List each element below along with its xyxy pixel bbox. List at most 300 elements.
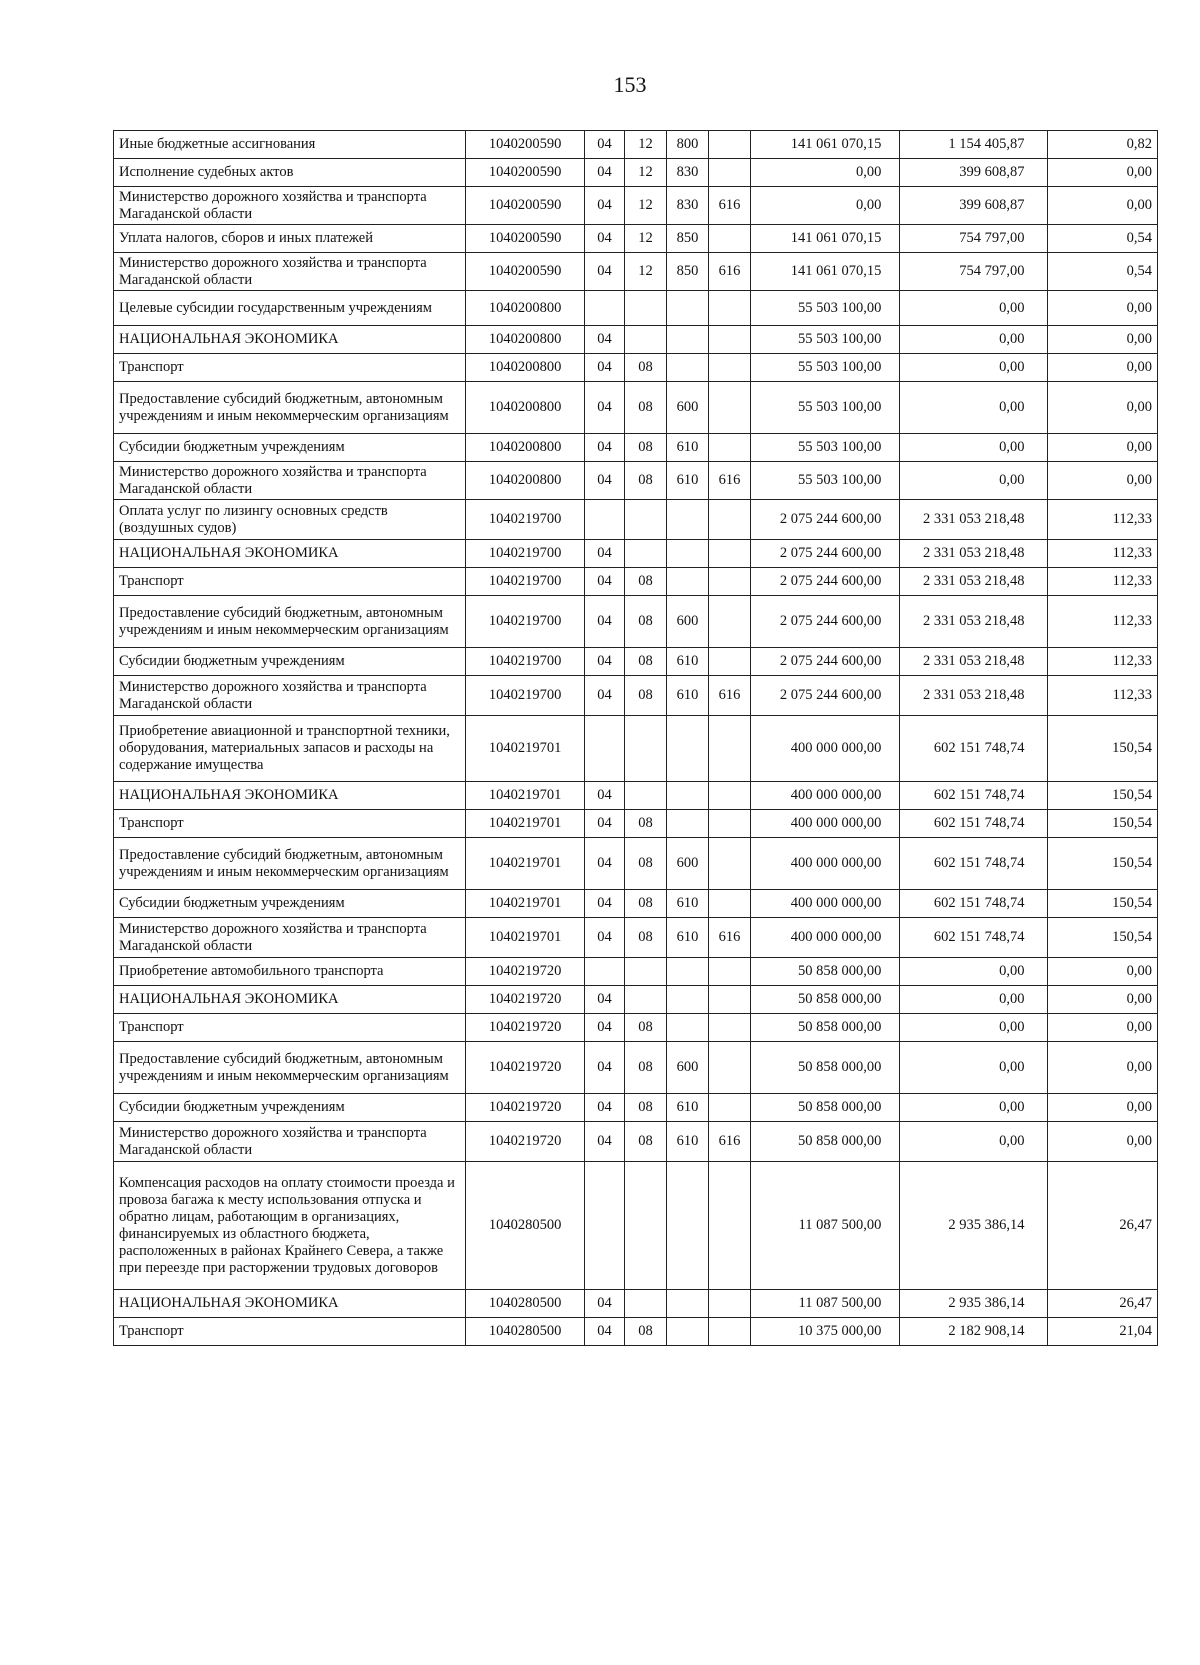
cell-expense-type <box>666 810 708 838</box>
cell-section: 04 <box>585 648 625 676</box>
cell-name: Приобретение автомобильного транспорта <box>114 958 466 986</box>
cell-ministry-code <box>709 1014 751 1042</box>
cell-percent: 0,54 <box>1047 253 1157 291</box>
cell-name: НАЦИОНАЛЬНАЯ ЭКОНОМИКА <box>114 540 466 568</box>
cell-planned-amount: 50 858 000,00 <box>751 958 900 986</box>
cell-actual-amount: 0,00 <box>900 986 1047 1014</box>
cell-actual-amount: 2 331 053 218,48 <box>900 500 1047 540</box>
cell-planned-amount: 400 000 000,00 <box>751 838 900 890</box>
cell-target-code: 1040200800 <box>466 326 585 354</box>
cell-expense-type: 610 <box>666 648 708 676</box>
cell-ministry-code <box>709 958 751 986</box>
cell-target-code: 1040219700 <box>466 648 585 676</box>
cell-subsection <box>624 958 666 986</box>
cell-planned-amount: 55 503 100,00 <box>751 382 900 434</box>
table-row <box>114 1014 1158 1042</box>
cell-subsection: 08 <box>624 838 666 890</box>
cell-ministry-code <box>709 838 751 890</box>
cell-subsection: 12 <box>624 225 666 253</box>
cell-actual-amount: 2 935 386,14 <box>900 1162 1047 1290</box>
cell-percent: 0,00 <box>1047 462 1157 500</box>
cell-expense-type: 610 <box>666 1122 708 1162</box>
cell-actual-amount: 602 151 748,74 <box>900 838 1047 890</box>
cell-subsection: 08 <box>624 648 666 676</box>
cell-actual-amount: 2 331 053 218,48 <box>900 596 1047 648</box>
cell-percent: 0,00 <box>1047 291 1157 326</box>
cell-actual-amount: 0,00 <box>900 291 1047 326</box>
cell-subsection: 08 <box>624 1042 666 1094</box>
cell-section <box>585 500 625 540</box>
cell-percent: 0,00 <box>1047 326 1157 354</box>
cell-ministry-code <box>709 1318 751 1346</box>
cell-section: 04 <box>585 810 625 838</box>
cell-percent: 150,54 <box>1047 918 1157 958</box>
cell-name: Министерство дорожного хозяйства и транспорта Магаданской области <box>114 676 466 716</box>
cell-expense-type: 830 <box>666 187 708 225</box>
table-row <box>114 1042 1158 1094</box>
cell-planned-amount: 141 061 070,15 <box>751 225 900 253</box>
cell-section: 04 <box>585 1122 625 1162</box>
cell-subsection: 12 <box>624 187 666 225</box>
cell-percent: 112,33 <box>1047 500 1157 540</box>
cell-ministry-code <box>709 540 751 568</box>
cell-expense-type <box>666 782 708 810</box>
cell-planned-amount: 10 375 000,00 <box>751 1318 900 1346</box>
cell-target-code: 1040280500 <box>466 1318 585 1346</box>
table-row <box>114 253 1158 291</box>
cell-planned-amount: 141 061 070,15 <box>751 131 900 159</box>
cell-subsection: 08 <box>624 354 666 382</box>
cell-subsection: 08 <box>624 918 666 958</box>
cell-subsection <box>624 326 666 354</box>
cell-planned-amount: 400 000 000,00 <box>751 782 900 810</box>
cell-target-code: 1040200800 <box>466 462 585 500</box>
cell-planned-amount: 50 858 000,00 <box>751 986 900 1014</box>
cell-name: Целевые субсидии государственным учреждениям <box>114 291 466 326</box>
cell-section: 04 <box>585 1014 625 1042</box>
cell-percent: 112,33 <box>1047 540 1157 568</box>
cell-percent: 0,00 <box>1047 382 1157 434</box>
cell-name: Транспорт <box>114 568 466 596</box>
cell-actual-amount: 0,00 <box>900 434 1047 462</box>
table-row <box>114 131 1158 159</box>
cell-target-code: 1040219700 <box>466 500 585 540</box>
cell-ministry-code <box>709 225 751 253</box>
cell-ministry-code <box>709 782 751 810</box>
cell-ministry-code <box>709 648 751 676</box>
table-row <box>114 568 1158 596</box>
cell-subsection: 08 <box>624 462 666 500</box>
cell-name: НАЦИОНАЛЬНАЯ ЭКОНОМИКА <box>114 782 466 810</box>
cell-planned-amount: 2 075 244 600,00 <box>751 500 900 540</box>
page-number: 153 <box>613 72 647 97</box>
cell-name: Транспорт <box>114 1318 466 1346</box>
cell-percent: 26,47 <box>1047 1162 1157 1290</box>
cell-percent: 150,54 <box>1047 810 1157 838</box>
table-row <box>114 890 1158 918</box>
cell-section: 04 <box>585 354 625 382</box>
cell-target-code: 1040219701 <box>466 782 585 810</box>
cell-subsection: 08 <box>624 596 666 648</box>
cell-expense-type: 600 <box>666 838 708 890</box>
cell-ministry-code <box>709 382 751 434</box>
cell-section: 04 <box>585 676 625 716</box>
cell-planned-amount: 50 858 000,00 <box>751 1122 900 1162</box>
cell-subsection: 08 <box>624 1014 666 1042</box>
cell-name: Предоставление субсидий бюджетным, автономным учреждениям и иным некоммерческим организациям <box>114 382 466 434</box>
cell-target-code: 1040219701 <box>466 716 585 782</box>
cell-planned-amount: 2 075 244 600,00 <box>751 676 900 716</box>
cell-name: НАЦИОНАЛЬНАЯ ЭКОНОМИКА <box>114 1290 466 1318</box>
cell-planned-amount: 400 000 000,00 <box>751 890 900 918</box>
cell-target-code: 1040219720 <box>466 1014 585 1042</box>
cell-percent: 112,33 <box>1047 648 1157 676</box>
cell-actual-amount: 602 151 748,74 <box>900 782 1047 810</box>
cell-subsection <box>624 986 666 1014</box>
cell-ministry-code <box>709 596 751 648</box>
cell-actual-amount: 0,00 <box>900 354 1047 382</box>
cell-section: 04 <box>585 159 625 187</box>
cell-section: 04 <box>585 225 625 253</box>
cell-section: 04 <box>585 986 625 1014</box>
cell-subsection <box>624 540 666 568</box>
cell-name: Субсидии бюджетным учреждениям <box>114 434 466 462</box>
cell-expense-type: 600 <box>666 382 708 434</box>
cell-ministry-code <box>709 291 751 326</box>
table-row <box>114 596 1158 648</box>
cell-target-code: 1040219701 <box>466 918 585 958</box>
cell-target-code: 1040200800 <box>466 291 585 326</box>
cell-expense-type: 850 <box>666 225 708 253</box>
cell-section: 04 <box>585 1094 625 1122</box>
table-row <box>114 462 1158 500</box>
cell-percent: 0,00 <box>1047 187 1157 225</box>
cell-actual-amount: 602 151 748,74 <box>900 716 1047 782</box>
cell-actual-amount: 0,00 <box>900 1094 1047 1122</box>
cell-actual-amount: 2 331 053 218,48 <box>900 676 1047 716</box>
cell-target-code: 1040219700 <box>466 568 585 596</box>
table-row <box>114 1094 1158 1122</box>
cell-expense-type: 600 <box>666 1042 708 1094</box>
cell-ministry-code <box>709 1290 751 1318</box>
table-row <box>114 326 1158 354</box>
cell-percent: 0,00 <box>1047 1014 1157 1042</box>
cell-expense-type <box>666 958 708 986</box>
cell-percent: 150,54 <box>1047 890 1157 918</box>
cell-ministry-code <box>709 568 751 596</box>
cell-target-code: 1040200590 <box>466 131 585 159</box>
cell-name: Субсидии бюджетным учреждениям <box>114 648 466 676</box>
cell-subsection: 08 <box>624 1094 666 1122</box>
cell-ministry-code <box>709 159 751 187</box>
cell-planned-amount: 0,00 <box>751 187 900 225</box>
cell-section <box>585 1162 625 1290</box>
cell-percent: 112,33 <box>1047 568 1157 596</box>
table-row <box>114 187 1158 225</box>
cell-actual-amount: 0,00 <box>900 326 1047 354</box>
table-row <box>114 676 1158 716</box>
cell-name: Транспорт <box>114 354 466 382</box>
cell-name: Министерство дорожного хозяйства и транспорта Магаданской области <box>114 918 466 958</box>
cell-planned-amount: 11 087 500,00 <box>751 1290 900 1318</box>
cell-expense-type: 600 <box>666 596 708 648</box>
cell-target-code: 1040219700 <box>466 676 585 716</box>
cell-planned-amount: 2 075 244 600,00 <box>751 540 900 568</box>
cell-section: 04 <box>585 1290 625 1318</box>
cell-ministry-code <box>709 716 751 782</box>
cell-expense-type <box>666 1014 708 1042</box>
cell-actual-amount: 602 151 748,74 <box>900 890 1047 918</box>
cell-planned-amount: 50 858 000,00 <box>751 1042 900 1094</box>
cell-name: Министерство дорожного хозяйства и транспорта Магаданской области <box>114 187 466 225</box>
cell-planned-amount: 55 503 100,00 <box>751 291 900 326</box>
cell-expense-type <box>666 716 708 782</box>
cell-actual-amount: 0,00 <box>900 1042 1047 1094</box>
cell-name: Оплата услуг по лизингу основных средств (воздушных судов) <box>114 500 466 540</box>
cell-ministry-code: 616 <box>709 1122 751 1162</box>
cell-percent: 0,82 <box>1047 131 1157 159</box>
cell-ministry-code <box>709 434 751 462</box>
cell-section: 04 <box>585 782 625 810</box>
cell-expense-type <box>666 291 708 326</box>
table-row <box>114 1122 1158 1162</box>
budget-table <box>113 130 1158 1346</box>
cell-expense-type: 610 <box>666 676 708 716</box>
cell-ministry-code <box>709 1162 751 1290</box>
cell-ministry-code <box>709 131 751 159</box>
cell-expense-type <box>666 1162 708 1290</box>
cell-name: Предоставление субсидий бюджетным, автономным учреждениям и иным некоммерческим организациям <box>114 838 466 890</box>
cell-target-code: 1040200590 <box>466 187 585 225</box>
table-row <box>114 716 1158 782</box>
cell-actual-amount: 2 331 053 218,48 <box>900 648 1047 676</box>
cell-expense-type <box>666 500 708 540</box>
cell-subsection: 08 <box>624 1318 666 1346</box>
cell-name: Транспорт <box>114 810 466 838</box>
cell-ministry-code: 616 <box>709 187 751 225</box>
cell-subsection: 12 <box>624 159 666 187</box>
cell-section: 04 <box>585 326 625 354</box>
cell-section: 04 <box>585 462 625 500</box>
cell-planned-amount: 2 075 244 600,00 <box>751 568 900 596</box>
table-row <box>114 1318 1158 1346</box>
cell-target-code: 1040200800 <box>466 354 585 382</box>
cell-percent: 0,00 <box>1047 354 1157 382</box>
cell-section: 04 <box>585 434 625 462</box>
cell-target-code: 1040219701 <box>466 890 585 918</box>
cell-name: Иные бюджетные ассигнования <box>114 131 466 159</box>
cell-ministry-code <box>709 326 751 354</box>
cell-target-code: 1040219701 <box>466 810 585 838</box>
cell-name: Министерство дорожного хозяйства и транспорта Магаданской области <box>114 462 466 500</box>
cell-expense-type <box>666 1318 708 1346</box>
cell-section: 04 <box>585 540 625 568</box>
cell-ministry-code: 616 <box>709 462 751 500</box>
cell-expense-type: 850 <box>666 253 708 291</box>
cell-target-code: 1040200800 <box>466 382 585 434</box>
table-row <box>114 838 1158 890</box>
cell-subsection: 08 <box>624 1122 666 1162</box>
cell-target-code: 1040219701 <box>466 838 585 890</box>
cell-expense-type: 610 <box>666 434 708 462</box>
cell-subsection <box>624 716 666 782</box>
cell-subsection: 08 <box>624 382 666 434</box>
cell-expense-type: 610 <box>666 918 708 958</box>
cell-target-code: 1040219720 <box>466 1042 585 1094</box>
cell-target-code: 1040219700 <box>466 596 585 648</box>
cell-percent: 0,00 <box>1047 958 1157 986</box>
cell-actual-amount: 0,00 <box>900 1122 1047 1162</box>
cell-expense-type <box>666 540 708 568</box>
table-row <box>114 540 1158 568</box>
cell-section: 04 <box>585 918 625 958</box>
cell-section: 04 <box>585 596 625 648</box>
cell-planned-amount: 400 000 000,00 <box>751 810 900 838</box>
table-row <box>114 918 1158 958</box>
cell-ministry-code <box>709 500 751 540</box>
cell-expense-type: 610 <box>666 1094 708 1122</box>
cell-target-code: 1040200590 <box>466 253 585 291</box>
cell-percent: 150,54 <box>1047 838 1157 890</box>
cell-actual-amount: 399 608,87 <box>900 159 1047 187</box>
cell-name: Уплата налогов, сборов и иных платежей <box>114 225 466 253</box>
cell-target-code: 1040219700 <box>466 540 585 568</box>
cell-section <box>585 716 625 782</box>
cell-actual-amount: 399 608,87 <box>900 187 1047 225</box>
cell-name: Субсидии бюджетным учреждениям <box>114 1094 466 1122</box>
table-body <box>114 131 1158 1346</box>
cell-ministry-code <box>709 1042 751 1094</box>
cell-target-code: 1040219720 <box>466 986 585 1014</box>
cell-percent: 0,00 <box>1047 159 1157 187</box>
cell-expense-type <box>666 1290 708 1318</box>
cell-actual-amount: 0,00 <box>900 958 1047 986</box>
cell-section: 04 <box>585 1042 625 1094</box>
cell-planned-amount: 50 858 000,00 <box>751 1014 900 1042</box>
cell-name: Министерство дорожного хозяйства и транспорта Магаданской области <box>114 1122 466 1162</box>
table-row <box>114 225 1158 253</box>
cell-ministry-code <box>709 1094 751 1122</box>
cell-ministry-code: 616 <box>709 253 751 291</box>
cell-ministry-code <box>709 810 751 838</box>
cell-expense-type <box>666 986 708 1014</box>
cell-planned-amount: 141 061 070,15 <box>751 253 900 291</box>
cell-percent: 0,00 <box>1047 1094 1157 1122</box>
table-row <box>114 648 1158 676</box>
cell-actual-amount: 2 331 053 218,48 <box>900 568 1047 596</box>
table-row <box>114 986 1158 1014</box>
cell-name: Компенсация расходов на оплату стоимости проезда и провоза багажа к месту использования отпуска и обратно лицам, работающим в организациях, финансируемых из областного бюджета, расположенных в районах Крайнего Севера, а также при переезде при расторжении трудовых договоров <box>114 1162 466 1290</box>
cell-subsection <box>624 1162 666 1290</box>
cell-name: Субсидии бюджетным учреждениям <box>114 890 466 918</box>
cell-percent: 112,33 <box>1047 596 1157 648</box>
cell-actual-amount: 754 797,00 <box>900 225 1047 253</box>
cell-section: 04 <box>585 131 625 159</box>
cell-percent: 26,47 <box>1047 1290 1157 1318</box>
cell-section: 04 <box>585 890 625 918</box>
table-row <box>114 159 1158 187</box>
cell-target-code: 1040200800 <box>466 434 585 462</box>
cell-target-code: 1040219720 <box>466 1094 585 1122</box>
cell-name: Исполнение судебных актов <box>114 159 466 187</box>
cell-section: 04 <box>585 568 625 596</box>
cell-subsection <box>624 291 666 326</box>
table-row <box>114 1162 1158 1290</box>
cell-actual-amount: 754 797,00 <box>900 253 1047 291</box>
cell-percent: 150,54 <box>1047 782 1157 810</box>
cell-percent: 0,00 <box>1047 1122 1157 1162</box>
cell-ministry-code <box>709 986 751 1014</box>
table-row <box>114 434 1158 462</box>
cell-name: Министерство дорожного хозяйства и транспорта Магаданской области <box>114 253 466 291</box>
cell-percent: 0,54 <box>1047 225 1157 253</box>
cell-subsection: 12 <box>624 131 666 159</box>
table-row <box>114 291 1158 326</box>
cell-actual-amount: 2 331 053 218,48 <box>900 540 1047 568</box>
cell-expense-type: 610 <box>666 462 708 500</box>
cell-planned-amount: 55 503 100,00 <box>751 326 900 354</box>
cell-actual-amount: 0,00 <box>900 1014 1047 1042</box>
cell-section: 04 <box>585 187 625 225</box>
cell-name: Предоставление субсидий бюджетным, автономным учреждениям и иным некоммерческим организациям <box>114 596 466 648</box>
cell-section <box>585 958 625 986</box>
cell-percent: 0,00 <box>1047 986 1157 1014</box>
cell-subsection: 08 <box>624 434 666 462</box>
cell-expense-type <box>666 326 708 354</box>
cell-ministry-code <box>709 354 751 382</box>
cell-planned-amount: 2 075 244 600,00 <box>751 596 900 648</box>
cell-ministry-code <box>709 890 751 918</box>
cell-subsection: 08 <box>624 890 666 918</box>
cell-ministry-code: 616 <box>709 676 751 716</box>
cell-section: 04 <box>585 382 625 434</box>
cell-expense-type <box>666 568 708 596</box>
table-row <box>114 1290 1158 1318</box>
cell-section: 04 <box>585 1318 625 1346</box>
cell-percent: 21,04 <box>1047 1318 1157 1346</box>
cell-actual-amount: 1 154 405,87 <box>900 131 1047 159</box>
cell-target-code: 1040200590 <box>466 225 585 253</box>
cell-planned-amount: 11 087 500,00 <box>751 1162 900 1290</box>
cell-actual-amount: 2 935 386,14 <box>900 1290 1047 1318</box>
cell-percent: 150,54 <box>1047 716 1157 782</box>
cell-name: Предоставление субсидий бюджетным, автономным учреждениям и иным некоммерческим организациям <box>114 1042 466 1094</box>
cell-expense-type: 800 <box>666 131 708 159</box>
cell-subsection <box>624 500 666 540</box>
cell-target-code: 1040280500 <box>466 1290 585 1318</box>
cell-expense-type: 830 <box>666 159 708 187</box>
cell-subsection: 12 <box>624 253 666 291</box>
cell-name: НАЦИОНАЛЬНАЯ ЭКОНОМИКА <box>114 986 466 1014</box>
table-row <box>114 500 1158 540</box>
cell-percent: 0,00 <box>1047 434 1157 462</box>
cell-subsection: 08 <box>624 676 666 716</box>
cell-target-code: 1040219720 <box>466 1122 585 1162</box>
cell-subsection <box>624 1290 666 1318</box>
cell-planned-amount: 55 503 100,00 <box>751 462 900 500</box>
cell-percent: 0,00 <box>1047 1042 1157 1094</box>
cell-subsection <box>624 782 666 810</box>
cell-section: 04 <box>585 253 625 291</box>
cell-planned-amount: 55 503 100,00 <box>751 434 900 462</box>
cell-name: Транспорт <box>114 1014 466 1042</box>
cell-actual-amount: 0,00 <box>900 382 1047 434</box>
cell-section: 04 <box>585 838 625 890</box>
cell-target-code: 1040200590 <box>466 159 585 187</box>
cell-planned-amount: 0,00 <box>751 159 900 187</box>
cell-actual-amount: 602 151 748,74 <box>900 810 1047 838</box>
cell-ministry-code: 616 <box>709 918 751 958</box>
